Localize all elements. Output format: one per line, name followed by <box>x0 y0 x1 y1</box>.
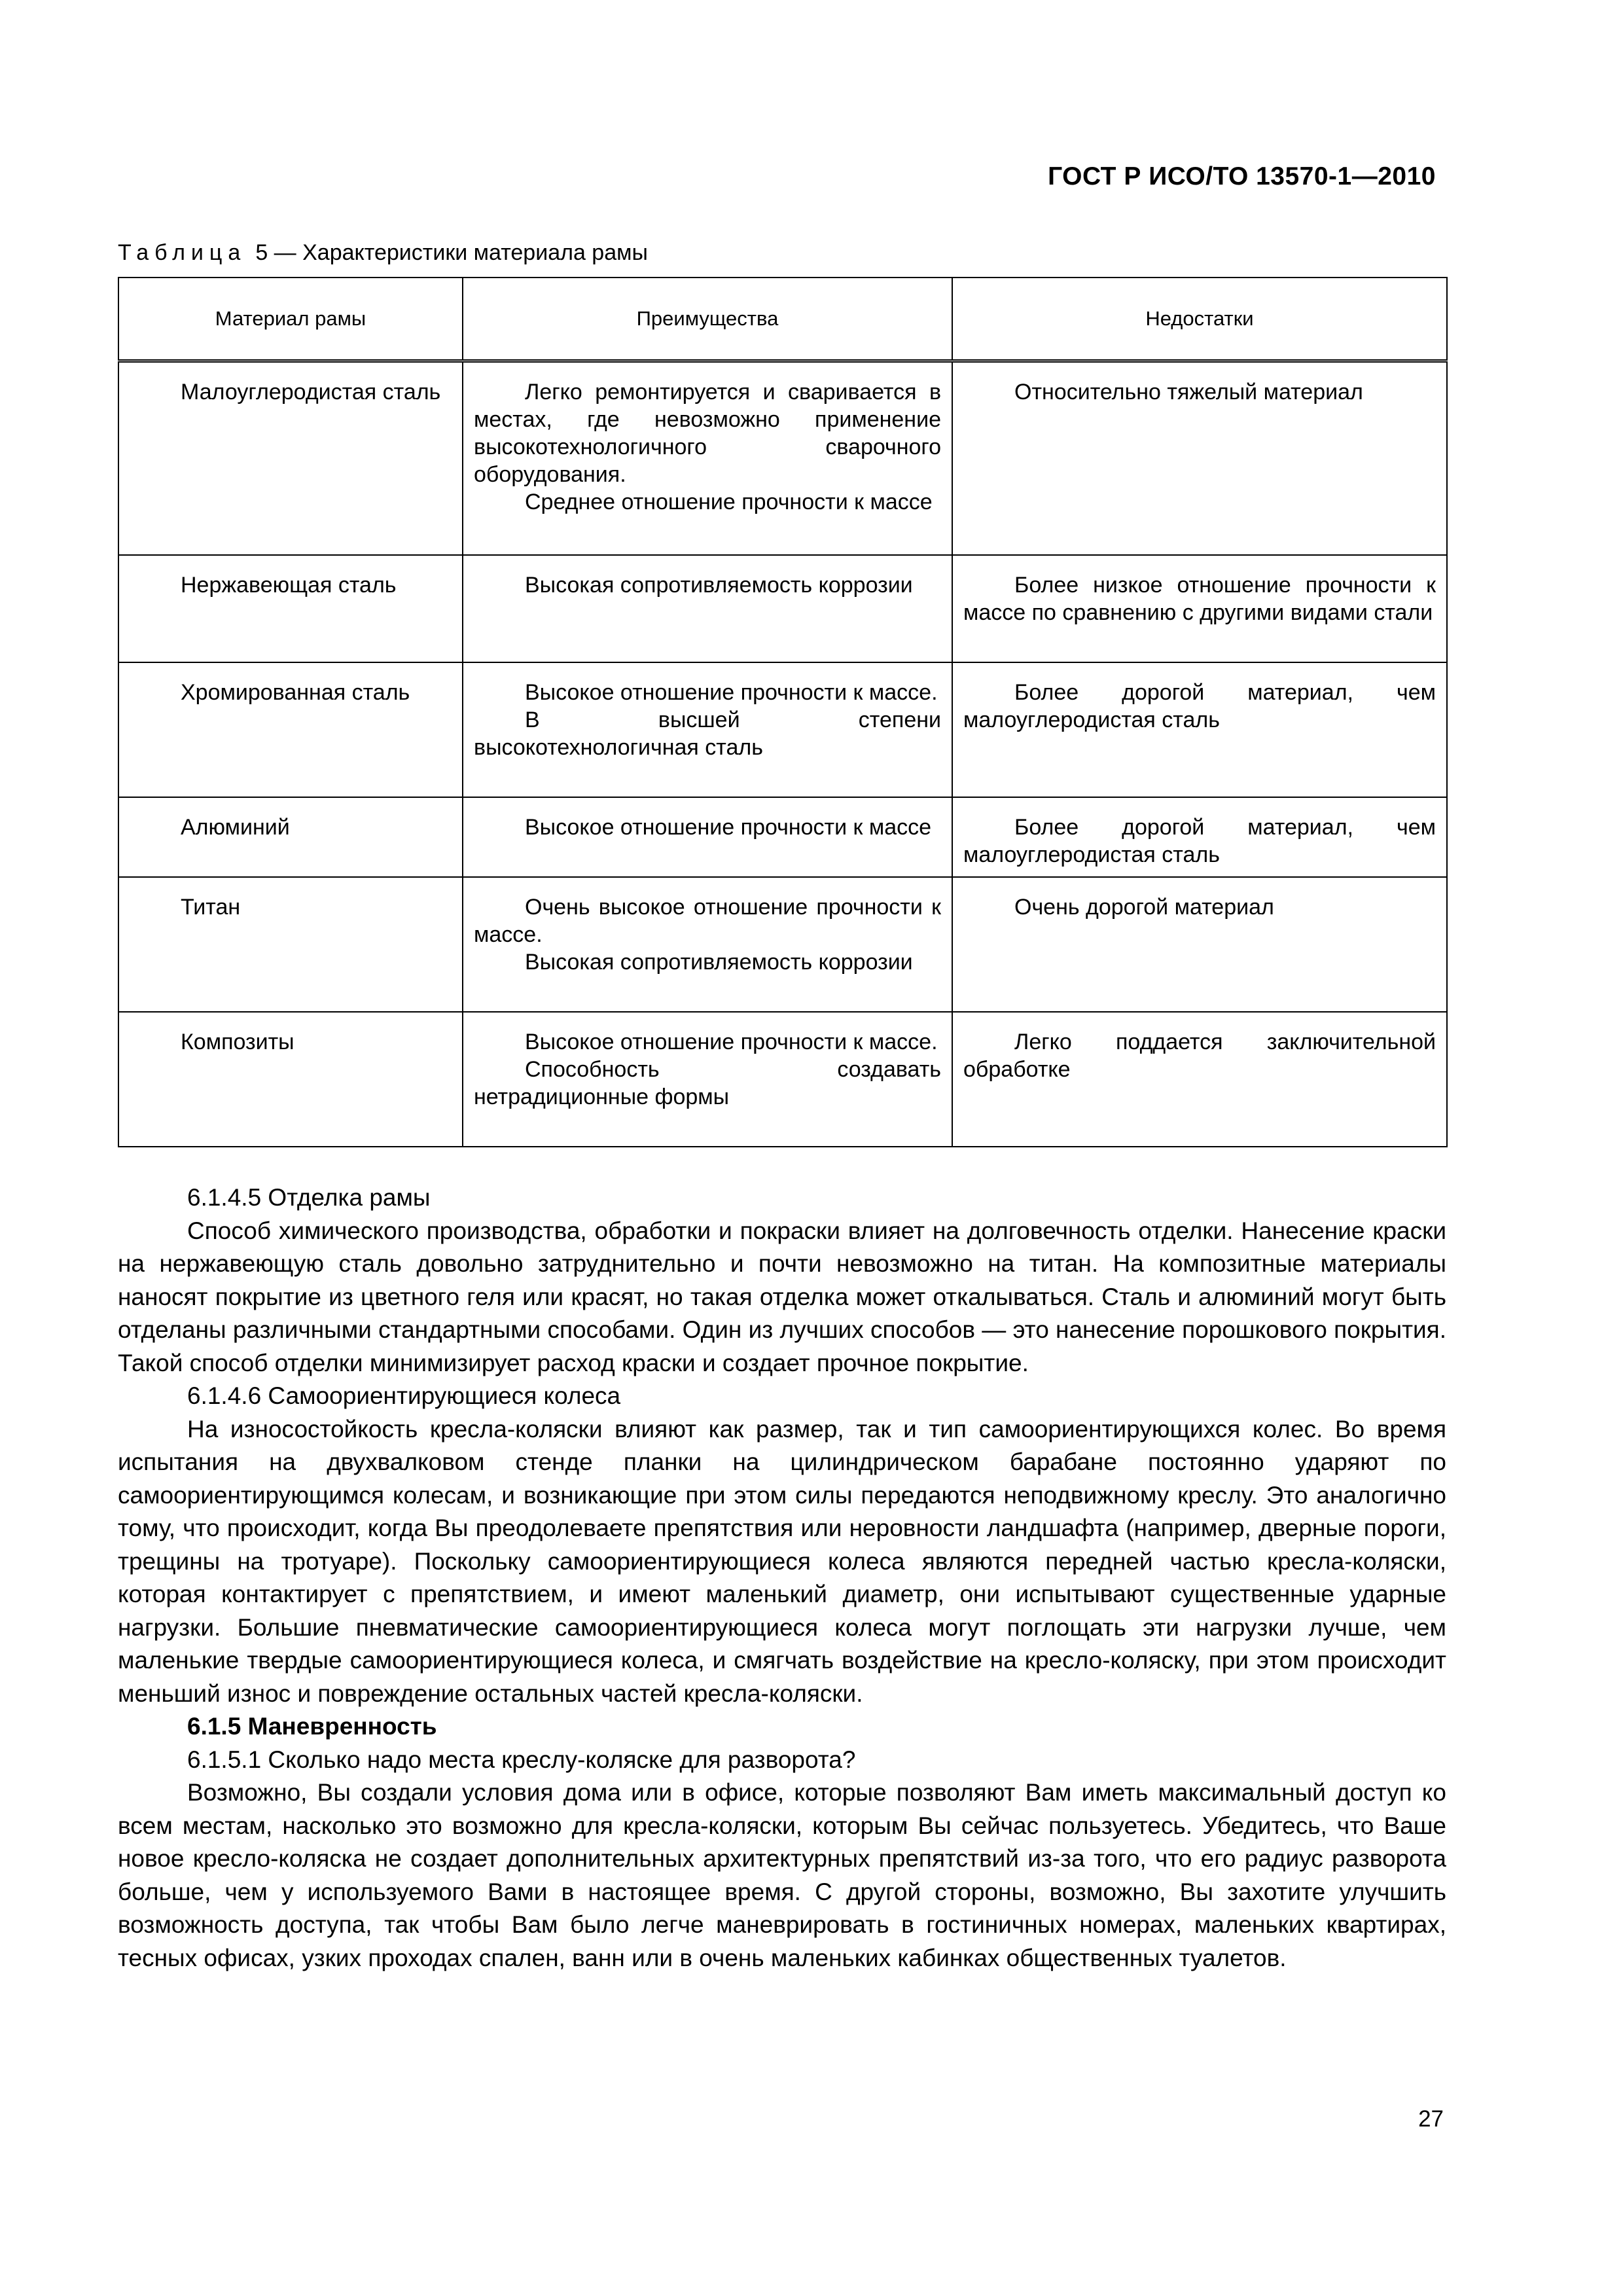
cell-advantages: Легко ремонтируется и сваривается в местах, где невозможно применение высокотехнологичного сварочного оборудования. Среднее отношение прочности к массе <box>463 361 952 555</box>
cell-material: Алюминий <box>118 797 463 877</box>
table-row <box>118 555 1447 662</box>
cell-advantages: Высокое отношение прочности к массе. Способность создавать нетрадиционные формы <box>463 1012 952 1147</box>
cell-material: Композиты <box>118 1012 463 1147</box>
cell-advantages: Высокое отношение прочности к массе <box>463 797 952 877</box>
cell-advantages: Высокое отношение прочности к массе. В высшей степени высокотехнологичная сталь <box>463 662 952 797</box>
cell-advantages: Высокая сопротивляемость коррозии <box>463 555 952 662</box>
table-row <box>118 797 1447 877</box>
paragraph-turning-space: Возможно, Вы создали условия дома или в офисе, которые позволяют Вам иметь максимальный доступ ко всем местам, насколько это возможно для кресла-коляски, которым Вы сейчас пользуетесь. Убедитесь, что Ваше новое кресло-коляска не создает дополнительных архитектурных препятствий из-за того, что его радиус разворота больше, чем у используемого Вами в настоящее время. С другой стороны, возможно, Вы захотите улучшить возможность доступа, так чтобы Вам было легче маневрировать в гостиничных номерах, маленьких квартирах, тесных офисах, узких проходах спален, ванн или в очень маленьких кабинках общественных туалетов. <box>118 1779 1446 1971</box>
column-header-advantages: Преимущества <box>463 278 952 361</box>
cell-advantages: Очень высокое отношение прочности к массе. Высокая сопротивляемость коррозии <box>463 877 952 1012</box>
section-heading-6-1-5: 6.1.5 Маневренность <box>187 1713 437 1740</box>
cell-disadvantages: Более дорогой материал, чем малоуглеродистая сталь <box>952 662 1447 797</box>
table-row <box>118 662 1447 797</box>
section-heading-6-1-4-6: 6.1.4.6 Самоориентирующиеся колеса <box>187 1382 621 1409</box>
table-row <box>118 877 1447 1012</box>
cell-disadvantages: Очень дорогой материал <box>952 877 1447 1012</box>
table-caption-text: 5 — Характеристики материала рамы <box>255 240 648 265</box>
cell-material: Хромированная сталь <box>118 662 463 797</box>
cell-disadvantages: Более низкое отношение прочности к массе по сравнению с другими видами стали <box>952 555 1447 662</box>
cell-material: Титан <box>118 877 463 1012</box>
column-header-material: Материал рамы <box>118 278 463 361</box>
table-row <box>118 361 1447 555</box>
table-header-row <box>118 278 1447 361</box>
cell-material: Малоуглеродистая сталь <box>118 361 463 555</box>
page-number: 27 <box>1418 2106 1444 2132</box>
section-heading-6-1-4-5: 6.1.4.5 Отделка рамы <box>187 1184 431 1211</box>
frame-material-table <box>118 277 1448 1147</box>
cell-disadvantages: Легко поддается заключительной обработке <box>952 1012 1447 1147</box>
document-header: ГОСТ Р ИСО/ТО 13570-1—2010 <box>1048 162 1436 190</box>
paragraph-frame-finish: Способ химического производства, обработки и покраски влияет на долговечность отделки. Нанесение краски на нержавеющую сталь довольно затруднительно и почти невозможно на титан. На композитные материалы наносят покрытие из цветного геля или красят, но такая отделка может откалываться. Сталь и алюминий могут быть отделаны различными стандартными способами. Один из лучших способов — это нанесение порошкового покрытия. Такой способ отделки минимизирует расход краски и создает прочное покрытие. <box>118 1217 1446 1376</box>
cell-disadvantages: Относительно тяжелый материал <box>952 361 1447 555</box>
cell-disadvantages: Более дорогой материал, чем малоуглеродистая сталь <box>952 797 1447 877</box>
column-header-disadvantages: Недостатки <box>952 278 1447 361</box>
table-row <box>118 1012 1447 1147</box>
cell-material: Нержавеющая сталь <box>118 555 463 662</box>
section-heading-6-1-5-1: 6.1.5.1 Сколько надо места креслу-коляске для разворота? <box>187 1746 856 1773</box>
paragraph-caster-wheels: На износостойкость кресла-коляски влияют как размер, так и тип самоориентирующихся колес. Во время испытания на двухвалковом стенде планки на цилиндрическом барабане постоянно ударяют по самоориентирующимся колесам, и возникающие при этом силы передаются неподвижному креслу. Это аналогично тому, что происходит, когда Вы преодолеваете препятствия или неровности ландшафта (например, дверные пороги, трещины на тротуаре). Поскольку самоориентирующиеся колеса являются передней частью кресла-коляски, которая контактирует с препятствием, и имеют маленький диаметр, они испытывают существенные ударные нагрузки. Большие пневматические самоориентирующиеся колеса могут поглощать эти нагрузки лучше, чем маленькие твердые самоориентирующиеся колеса, и смягчать воздействие на кресло-коляску, при этом происходит меньший износ и повреждение остальных частей кресла-коляски. <box>118 1415 1446 1707</box>
table-caption <box>118 240 648 266</box>
body-text <box>118 1181 1446 1975</box>
table-caption-word: Таблица <box>118 240 247 265</box>
